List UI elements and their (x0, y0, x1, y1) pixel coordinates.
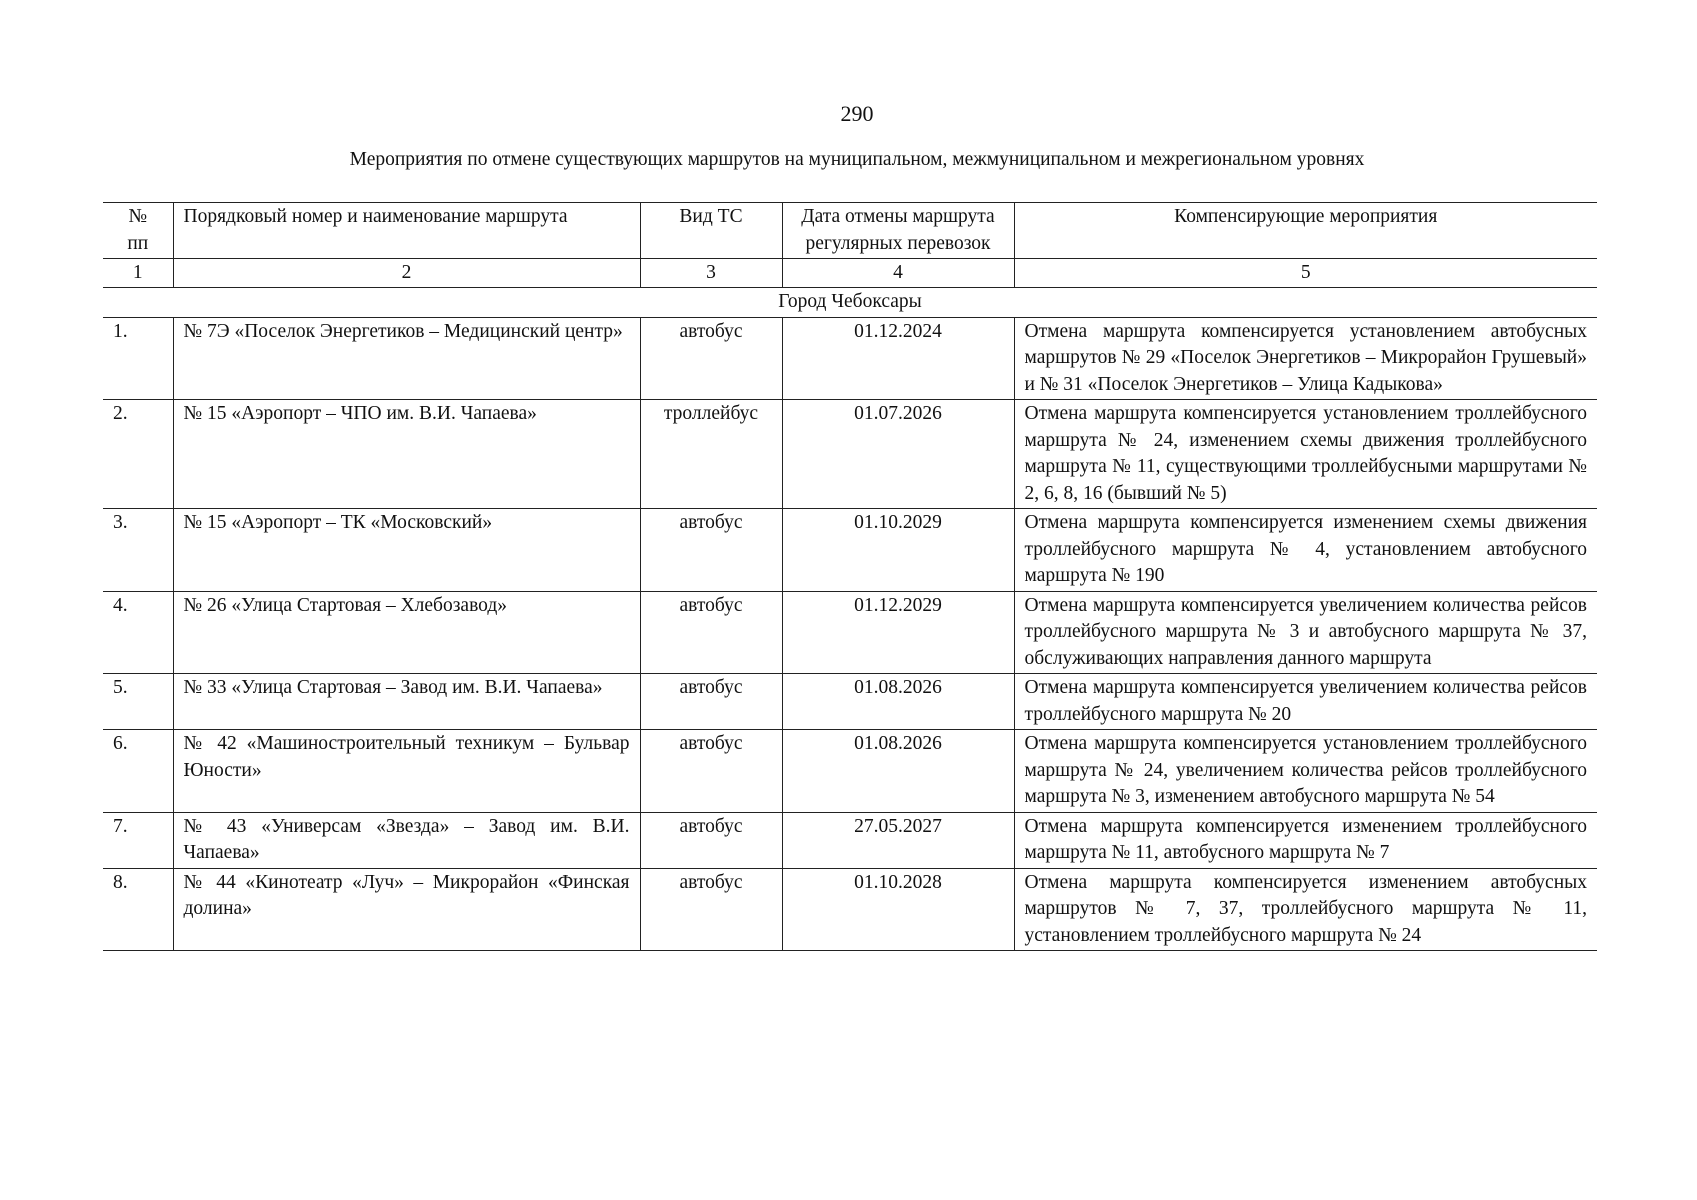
vehicle-type: троллейбус (640, 400, 782, 509)
row-number: 7. (103, 812, 173, 868)
page-number: 290 (840, 101, 874, 126)
header-cell-route: Порядковый номер и наименование маршрута (173, 203, 640, 259)
route-name: № 44 «Кинотеатр «Луч» – Микрорайон «Финская долина» (173, 868, 640, 951)
table-row (103, 868, 1597, 951)
table-row (103, 317, 1597, 400)
column-number: 2 (173, 259, 640, 288)
header-row (103, 203, 1597, 259)
header-cell-number: № пп (103, 203, 173, 259)
compensation-measures: Отмена маршрута компенсируется установлением троллейбусного маршрута № 24, увеличением количества рейсов троллейбусного маршрута № 3, изменением автобусного маршрута № 54 (1014, 730, 1597, 813)
table-row (103, 812, 1597, 868)
route-name: № 42 «Машиностроительный техникум – Бульвар Юности» (173, 730, 640, 813)
cancel-date: 01.07.2026 (782, 400, 1014, 509)
vehicle-type: автобус (640, 730, 782, 813)
row-number: 8. (103, 868, 173, 951)
route-name: № 15 «Аэропорт – ТК «Московский» (173, 509, 640, 592)
compensation-measures: Отмена маршрута компенсируется изменением автобусных маршрутов № 7, 37, троллейбусного маршрута № 11, установлением троллейбусного маршрута № 24 (1014, 868, 1597, 951)
compensation-measures: Отмена маршрута компенсируется изменением схемы движения троллейбусного маршрута № 4, установлением автобусного маршрута № 190 (1014, 509, 1597, 592)
vehicle-type: автобус (640, 868, 782, 951)
cancel-date: 27.05.2027 (782, 812, 1014, 868)
section-title: Город Чебоксары (103, 288, 1597, 318)
compensation-measures: Отмена маршрута компенсируется изменением троллейбусного маршрута № 11, автобусного маршрута № 7 (1014, 812, 1597, 868)
section-row (103, 288, 1597, 318)
vehicle-type: автобус (640, 591, 782, 674)
routes-table (103, 202, 1597, 951)
row-number: 2. (103, 400, 173, 509)
document-title: Мероприятия по отмене существующих маршрутов на муниципальном, межмуниципальном и межрегиональном уровнях (349, 149, 1365, 170)
column-number-row (103, 259, 1597, 288)
cancel-date: 01.10.2028 (782, 868, 1014, 951)
row-number: 4. (103, 591, 173, 674)
compensation-measures: Отмена маршрута компенсируется установлением троллейбусного маршрута № 24, изменением схемы движения троллейбусного маршрута № 11, существующими троллейбусными маршрутами № 2, 6, 8, 16 (бывший № 5) (1014, 400, 1597, 509)
route-name: № 43 «Универсам «Звезда» – Завод им. В.И. Чапаева» (173, 812, 640, 868)
column-number: 3 (640, 259, 782, 288)
compensation-measures: Отмена маршрута компенсируется увеличением количества рейсов троллейбусного маршрута № 3 и автобусного маршрута № 37, обслуживающих направления данного маршрута (1014, 591, 1597, 674)
header-cell-cancel-date: Дата отмены маршрута регулярных перевозок (782, 203, 1014, 259)
row-number: 1. (103, 317, 173, 400)
table-row (103, 400, 1597, 509)
table-row (103, 730, 1597, 813)
vehicle-type: автобус (640, 812, 782, 868)
vehicle-type: автобус (640, 674, 782, 730)
header-cell-vehicle-type: Вид ТС (640, 203, 782, 259)
route-name: № 26 «Улица Стартовая – Хлебозавод» (173, 591, 640, 674)
table-row (103, 591, 1597, 674)
column-number: 4 (782, 259, 1014, 288)
column-number: 5 (1014, 259, 1597, 288)
cancel-date: 01.10.2029 (782, 509, 1014, 592)
route-name: № 15 «Аэропорт – ЧПО им. В.И. Чапаева» (173, 400, 640, 509)
row-number: 3. (103, 509, 173, 592)
table-row (103, 674, 1597, 730)
compensation-measures: Отмена маршрута компенсируется увеличением количества рейсов троллейбусного маршрута № 20 (1014, 674, 1597, 730)
cancel-date: 01.08.2026 (782, 674, 1014, 730)
vehicle-type: автобус (640, 509, 782, 592)
cancel-date: 01.12.2024 (782, 317, 1014, 400)
route-name: № 7Э «Поселок Энергетиков – Медицинский центр» (173, 317, 640, 400)
column-number: 1 (103, 259, 173, 288)
route-name: № 33 «Улица Стартовая – Завод им. В.И. Чапаева» (173, 674, 640, 730)
compensation-measures: Отмена маршрута компенсируется установлением автобусных маршрутов № 29 «Поселок Энергетиков – Микрорайон Грушевый» и № 31 «Поселок Энергетиков – Улица Кадыкова» (1014, 317, 1597, 400)
cancel-date: 01.12.2029 (782, 591, 1014, 674)
row-number: 5. (103, 674, 173, 730)
vehicle-type: автобус (640, 317, 782, 400)
cancel-date: 01.08.2026 (782, 730, 1014, 813)
row-number: 6. (103, 730, 173, 813)
table-row (103, 509, 1597, 592)
header-cell-compensation: Компенсирующие мероприятия (1014, 203, 1597, 259)
